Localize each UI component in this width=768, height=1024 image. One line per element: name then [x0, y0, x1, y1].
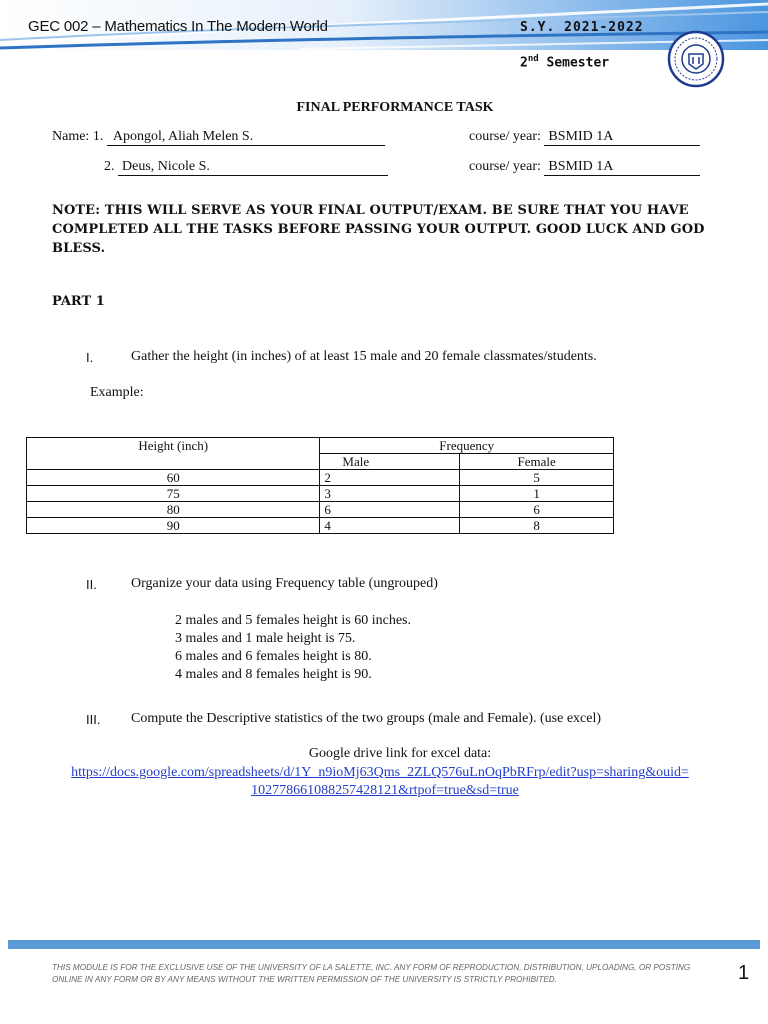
item-2-text: Organize your data using Frequency table (ungrouped) [131, 576, 438, 591]
male-cell: 3 [320, 486, 460, 502]
item-1-text: Gather the height (in inches) of at least 15 male and 20 female classmates/students. [131, 349, 597, 364]
table-subheader-row [27, 454, 614, 470]
male-cell: 4 [320, 518, 460, 534]
header-height: Height (inch) [27, 438, 320, 454]
frequency-table [26, 437, 614, 534]
student-name: Deus, Nicole S. [118, 159, 388, 176]
exam-note: NOTE: THIS WILL SERVE AS YOUR FINAL OUTPUT/EXAM. BE SURE THAT YOU HAVE COMPLETED ALL THE TASKS BEFORE PASSING YOUR OUTPUT. GOOD LUCK AND GOD BLESS. [52, 203, 705, 256]
table-row [27, 486, 614, 502]
drive-link-line-2[interactable]: 102778661088257428121&rtpof=true&sd=true [251, 783, 519, 798]
name-label: Name: 1. [52, 129, 104, 144]
semester-suffix: nd [527, 54, 539, 64]
task-title: FINAL PERFORMANCE TASK [296, 100, 494, 115]
female-cell: 8 [460, 518, 614, 534]
header-frequency: Frequency [320, 438, 614, 454]
example-label: Example: [90, 385, 144, 400]
table-row [27, 470, 614, 486]
school-year: S.Y. 2021-2022 [520, 20, 644, 35]
summary-line: 4 males and 8 females height is 90. [175, 667, 372, 682]
course-value: BSMID 1A [544, 129, 700, 146]
course-label: course/ year: [469, 159, 541, 174]
summary-lines [175, 612, 411, 684]
male-cell: 2 [320, 470, 460, 486]
university-seal-icon [667, 30, 725, 88]
table-row [27, 502, 614, 518]
course-row-1 [469, 129, 700, 146]
table-row [27, 518, 614, 534]
male-cell: 6 [320, 502, 460, 518]
page-header [0, 0, 768, 80]
table-header-row [27, 438, 614, 454]
part-heading: PART 1 [52, 294, 105, 309]
course-title: GEC 002 – Mathematics In The Modern World [28, 18, 328, 35]
subheader-male: Male [320, 454, 460, 470]
height-cell: 90 [27, 518, 320, 534]
empty-cell [27, 454, 320, 470]
item-2-number: II. [86, 577, 97, 592]
footer-bar [8, 940, 760, 949]
drive-link-line-1[interactable]: https://docs.google.com/spreadsheets/d/1Y_n9ioMj63Qms_2ZLQ576uLnOqPbRFrp/edit?usp=sharing&ouid= [71, 765, 689, 780]
footer-disclaimer: THIS MODULE IS FOR THE EXCLUSIVE USE OF THE UNIVERSITY OF LA SALETTE, INC. ANY FORM OF REPRODUCTION, DISTRIBUTION, UPLOADING, OR POSTING ONLINE IN ANY FORM OR BY ANY MEANS WITHOUT THE WRITTEN PERMISSION OF THE UNIVERSITY IS STRICTLY PROHIBITED. [52, 963, 691, 984]
item-3-number: III. [86, 712, 101, 727]
item-3-text: Compute the Descriptive statistics of the two groups (male and Female). (use excel) [131, 711, 602, 726]
name-label: 2. [104, 159, 115, 174]
female-cell: 1 [460, 486, 614, 502]
height-cell: 80 [27, 502, 320, 518]
student-name: Apongol, Aliah Melen S. [107, 129, 385, 146]
semester [520, 54, 609, 70]
course-label: course/ year: [469, 129, 541, 144]
female-cell: 5 [460, 470, 614, 486]
summary-line: 3 males and 1 male height is 75. [175, 631, 356, 646]
summary-line: 6 males and 6 females height is 80. [175, 649, 372, 664]
height-cell: 75 [27, 486, 320, 502]
summary-line: 2 males and 5 females height is 60 inches. [175, 613, 411, 628]
subheader-female: Female [460, 454, 614, 470]
height-cell: 60 [27, 470, 320, 486]
student-row-2 [104, 159, 388, 176]
female-cell: 6 [460, 502, 614, 518]
student-row-1 [52, 129, 385, 146]
course-row-2 [469, 159, 700, 176]
semester-number: 2 [520, 55, 528, 71]
drive-label: Google drive link for excel data: [308, 746, 492, 761]
item-1-number: I. [86, 350, 94, 365]
semester-word: Semester [546, 55, 610, 71]
course-value: BSMID 1A [544, 159, 700, 176]
page-number: 1 [738, 962, 750, 984]
